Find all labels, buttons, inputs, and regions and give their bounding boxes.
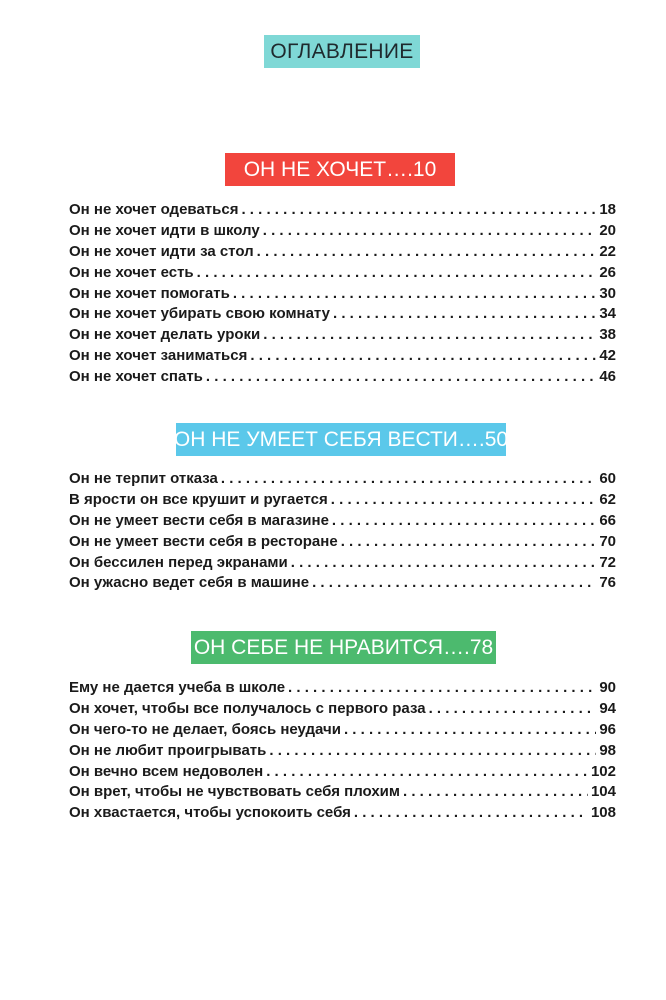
toc-entry-title: Он не хочет идти за стол bbox=[69, 242, 254, 260]
toc-entry bbox=[69, 201, 616, 222]
toc-entry bbox=[69, 243, 616, 264]
toc-entry-title: Он не хочет делать уроки bbox=[69, 326, 261, 344]
toc-entry bbox=[69, 512, 616, 533]
toc-entry-title: Он не хочет помогать bbox=[69, 284, 230, 302]
toc-entry-title: Он не хочет заниматься bbox=[69, 347, 248, 365]
toc-entry-title: Ему не дается учеба в школе bbox=[69, 679, 286, 696]
toc-entry bbox=[69, 763, 616, 784]
toc-entry-title: Он врет, чтобы не чувствовать себя плохим bbox=[69, 783, 400, 801]
dot-leader bbox=[429, 700, 597, 717]
toc-entry-page: 94 bbox=[599, 699, 616, 717]
dot-leader bbox=[333, 305, 596, 322]
toc-entry bbox=[69, 783, 616, 804]
section-heading-3: ОН СЕБЕ НЕ НРАВИТСЯ….78 bbox=[191, 631, 496, 664]
toc-entry bbox=[69, 264, 616, 285]
toc-entry-page: 66 bbox=[599, 511, 616, 529]
toc-entry bbox=[69, 700, 616, 721]
toc-entry bbox=[69, 804, 616, 825]
dot-leader bbox=[341, 533, 597, 550]
toc-entry-page: 104 bbox=[590, 783, 616, 801]
toc-list-section-3 bbox=[69, 679, 616, 825]
toc-entry bbox=[69, 347, 616, 368]
dot-leader bbox=[257, 243, 597, 260]
dot-leader bbox=[291, 554, 597, 571]
toc-entry-page: 108 bbox=[590, 804, 616, 822]
toc-entry-page: 26 bbox=[599, 263, 616, 281]
toc-entry-title: Он вечно всем недоволен bbox=[69, 762, 264, 780]
toc-entry bbox=[69, 491, 616, 512]
toc-entry bbox=[69, 679, 616, 700]
toc-entry-page: 60 bbox=[599, 470, 616, 487]
toc-entry-page: 70 bbox=[599, 532, 616, 550]
toc-entry-page: 62 bbox=[599, 490, 616, 508]
toc-entry bbox=[69, 721, 616, 742]
dot-leader bbox=[332, 512, 596, 529]
toc-entry-page: 18 bbox=[599, 201, 616, 218]
toc-entry-title: Он хочет, чтобы все получалось с первого раза bbox=[69, 699, 426, 717]
dot-leader bbox=[354, 804, 588, 821]
toc-entry-title: Он не хочет убирать свою комнату bbox=[69, 305, 330, 323]
toc-entry-title: Он не хочет есть bbox=[69, 263, 194, 281]
toc-entry-title: Он бессилен перед экранами bbox=[69, 553, 288, 571]
toc-entry-title: Он ужасно ведет себя в машине bbox=[69, 574, 310, 592]
dot-leader bbox=[403, 783, 588, 800]
toc-list-section-1 bbox=[69, 201, 616, 389]
toc-entry bbox=[69, 574, 616, 595]
toc-entry bbox=[69, 305, 616, 326]
toc-entry-page: 72 bbox=[599, 553, 616, 571]
toc-entry-page: 34 bbox=[599, 305, 616, 323]
dot-leader bbox=[331, 491, 597, 508]
dot-leader bbox=[312, 574, 596, 591]
toc-entry bbox=[69, 554, 616, 575]
section-heading-2: ОН НЕ УМЕЕТ СЕБЯ ВЕСТИ….50 bbox=[176, 423, 506, 456]
dot-leader bbox=[263, 222, 597, 239]
toc-entry-title: Он не хочет идти в школу bbox=[69, 221, 260, 239]
dot-leader bbox=[250, 347, 596, 364]
toc-entry bbox=[69, 533, 616, 554]
toc-entry-page: 20 bbox=[599, 221, 616, 239]
dot-leader bbox=[266, 763, 588, 780]
toc-entry-title: Он чего-то не делает, боясь неудачи bbox=[69, 720, 341, 738]
toc-entry-page: 96 bbox=[599, 720, 616, 738]
toc-entry-title: Он не умеет вести себя в магазине bbox=[69, 511, 329, 529]
toc-entry-page: 38 bbox=[599, 326, 616, 344]
toc-entry bbox=[69, 742, 616, 763]
toc-entry-page: 42 bbox=[599, 347, 616, 365]
toc-entry-page: 98 bbox=[599, 741, 616, 759]
toc-entry-title: Он не любит проигрывать bbox=[69, 741, 267, 759]
toc-entry bbox=[69, 368, 616, 389]
dot-leader bbox=[206, 368, 596, 385]
dot-leader bbox=[344, 721, 596, 738]
dot-leader bbox=[221, 470, 596, 487]
toc-entry-title: Он не хочет одеваться bbox=[69, 201, 239, 218]
dot-leader bbox=[233, 285, 596, 302]
toc-entry-title: Он хвастается, чтобы успокоить себя bbox=[69, 804, 351, 822]
toc-entry bbox=[69, 222, 616, 243]
dot-leader bbox=[269, 742, 596, 759]
section-heading-1: ОН НЕ ХОЧЕТ….10 bbox=[225, 153, 455, 186]
dot-leader bbox=[263, 326, 596, 343]
toc-entry-title: Он не терпит отказа bbox=[69, 470, 218, 487]
page-title: ОГЛАВЛЕНИЕ bbox=[264, 35, 420, 68]
toc-entry-page: 90 bbox=[599, 679, 616, 696]
toc-entry-page: 102 bbox=[590, 762, 616, 780]
toc-entry-title: Он не умеет вести себя в ресторане bbox=[69, 532, 338, 550]
dot-leader bbox=[197, 264, 597, 281]
dot-leader bbox=[288, 679, 596, 696]
toc-entry-title: В ярости он все крушит и ругается bbox=[69, 490, 328, 508]
toc-entry bbox=[69, 285, 616, 306]
toc-list-section-2 bbox=[69, 470, 616, 595]
toc-entry bbox=[69, 326, 616, 347]
toc-entry-page: 76 bbox=[599, 574, 616, 592]
toc-entry-title: Он не хочет спать bbox=[69, 368, 203, 386]
dot-leader bbox=[241, 201, 596, 218]
toc-entry-page: 22 bbox=[599, 242, 616, 260]
toc-entry-page: 30 bbox=[599, 284, 616, 302]
toc-entry-page: 46 bbox=[599, 368, 616, 386]
toc-entry bbox=[69, 470, 616, 491]
